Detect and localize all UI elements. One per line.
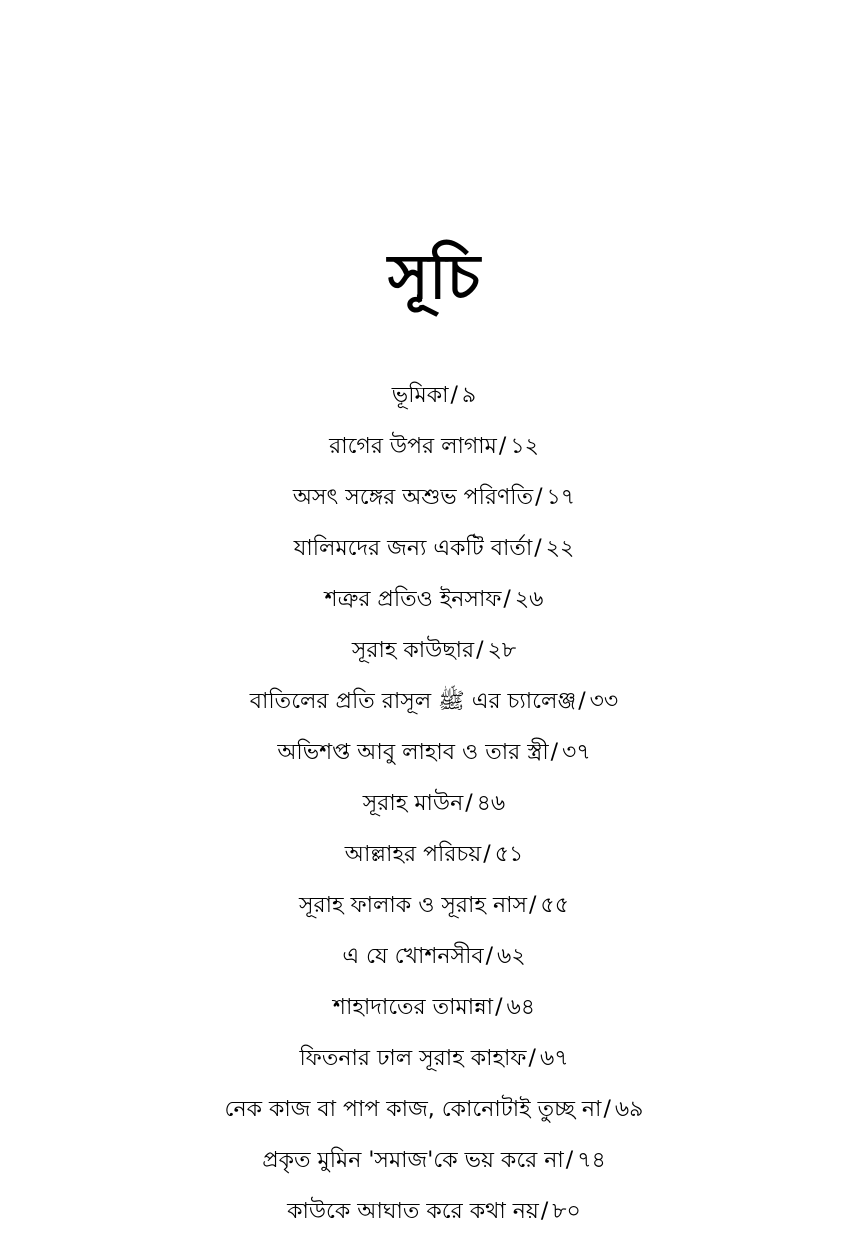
toc-entry-title: সূরাহ ফালাক ও সূরাহ নাস [299, 893, 527, 918]
toc-entry-title: সূরাহ কাউছার [351, 638, 475, 663]
toc-entry-page: ১২ [510, 434, 539, 459]
toc-entry-title: শাহাদাতের তামান্না [332, 995, 494, 1020]
toc-entry: শাহাদাতের তামান্না/ ৬৪ [332, 995, 536, 1020]
toc-entry-page: ৯ [461, 383, 477, 408]
toc-entry-page: ৪৬ [476, 791, 506, 816]
toc-entry-title: আল্লাহর পরিচয় [344, 842, 482, 867]
toc-entry: যালিমদের জন্য একটি বার্তা/ ২২ [293, 536, 575, 561]
toc-entry-title: সূরাহ মাউন [362, 791, 464, 816]
toc-entry-page: ২৮ [487, 638, 517, 663]
toc-entry-title: প্রকৃত মুমিন 'সমাজ'কে ভয় করে না [262, 1148, 564, 1173]
toc-entry-title: নেক কাজ বা পাপ কাজ, কোনোটাই তুচ্ছ না [224, 1097, 602, 1122]
toc-entry: শত্রুর প্রতিও ইনসাফ/ ২৬ [324, 587, 544, 612]
toc-entry: ফিতনার ঢাল সূরাহ কাহাফ/ ৬৭ [299, 1046, 569, 1071]
toc-entry: সূরাহ মাউন/ ৪৬ [362, 791, 506, 816]
toc-entry-title: রাগের উপর লাগাম [329, 434, 497, 459]
toc-entry-page: ৮০ [552, 1199, 581, 1224]
toc-entry: অসৎ সঙ্গের অশুভ পরিণতি/ ১৭ [292, 485, 576, 510]
toc-entry: এ যে খোশনসীব/ ৬২ [342, 944, 526, 969]
toc-entry-page: ৬২ [497, 944, 526, 969]
toc-entry: অভিশপ্ত আবু লাহাব ও তার স্ত্রী/ ৩৭ [277, 740, 591, 765]
toc-entry-title: ভূমিকা [391, 383, 449, 408]
toc-entry-page: ২৬ [514, 587, 544, 612]
toc-entry-page: ১৭ [546, 485, 576, 510]
toc-entry-page: ৫১ [494, 842, 524, 867]
toc-entry-page: ৬৪ [506, 995, 536, 1020]
toc-entry: প্রকৃত মুমিন 'সমাজ'কে ভয় করে না/ ৭৪ [262, 1148, 606, 1173]
toc-entry-title: যালিমদের জন্য একটি বার্তা [293, 536, 533, 561]
toc-entry-title: ফিতনার ঢাল সূরাহ কাহাফ [299, 1046, 527, 1071]
toc-entry-page: ২২ [545, 536, 575, 561]
toc-entry: সূরাহ কাউছার/ ২৮ [351, 638, 517, 663]
toc-entry: কাউকে আঘাত করে কথা নয়/ ৮০ [287, 1199, 581, 1224]
toc-entry: আল্লাহর পরিচয়/ ৫১ [344, 842, 524, 867]
toc-entry-title: বাতিলের প্রতি রাসূল ﷺ এর চ্যালেঞ্জ [249, 689, 577, 714]
toc-entry: রাগের উপর লাগাম/ ১২ [329, 434, 539, 459]
toc-entry-page: ৬৭ [539, 1046, 569, 1071]
toc-entry-title: অসৎ সঙ্গের অশুভ পরিণতি [292, 485, 534, 510]
toc-entry-title: এ যে খোশনসীব [342, 944, 484, 969]
toc-entry: সূরাহ ফালাক ও সূরাহ নাস/ ৫৫ [299, 893, 569, 918]
table-of-contents [0, 370, 868, 1237]
toc-entry-page: ৫৫ [540, 893, 569, 918]
toc-entry-page: ৩৩ [589, 689, 619, 714]
toc-entry: ভূমিকা/ ৯ [391, 383, 477, 408]
toc-entry-page: ৩৭ [562, 740, 591, 765]
toc-entry: নেক কাজ বা পাপ কাজ, কোনোটাই তুচ্ছ না/ ৬৯ [224, 1097, 644, 1122]
toc-entry: বাতিলের প্রতি রাসূল ﷺ এর চ্যালেঞ্জ/ ৩৩ [249, 689, 619, 714]
toc-entry-page: ৬৯ [614, 1097, 644, 1122]
toc-entry-title: অভিশপ্ত আবু লাহাব ও তার স্ত্রী [277, 740, 549, 765]
page-title: সূচি [387, 240, 481, 313]
toc-entry-title: কাউকে আঘাত করে কথা নয় [287, 1199, 539, 1224]
toc-entry-page: ৭৪ [577, 1148, 606, 1173]
toc-entry-title: শত্রুর প্রতিও ইনসাফ [324, 587, 502, 612]
